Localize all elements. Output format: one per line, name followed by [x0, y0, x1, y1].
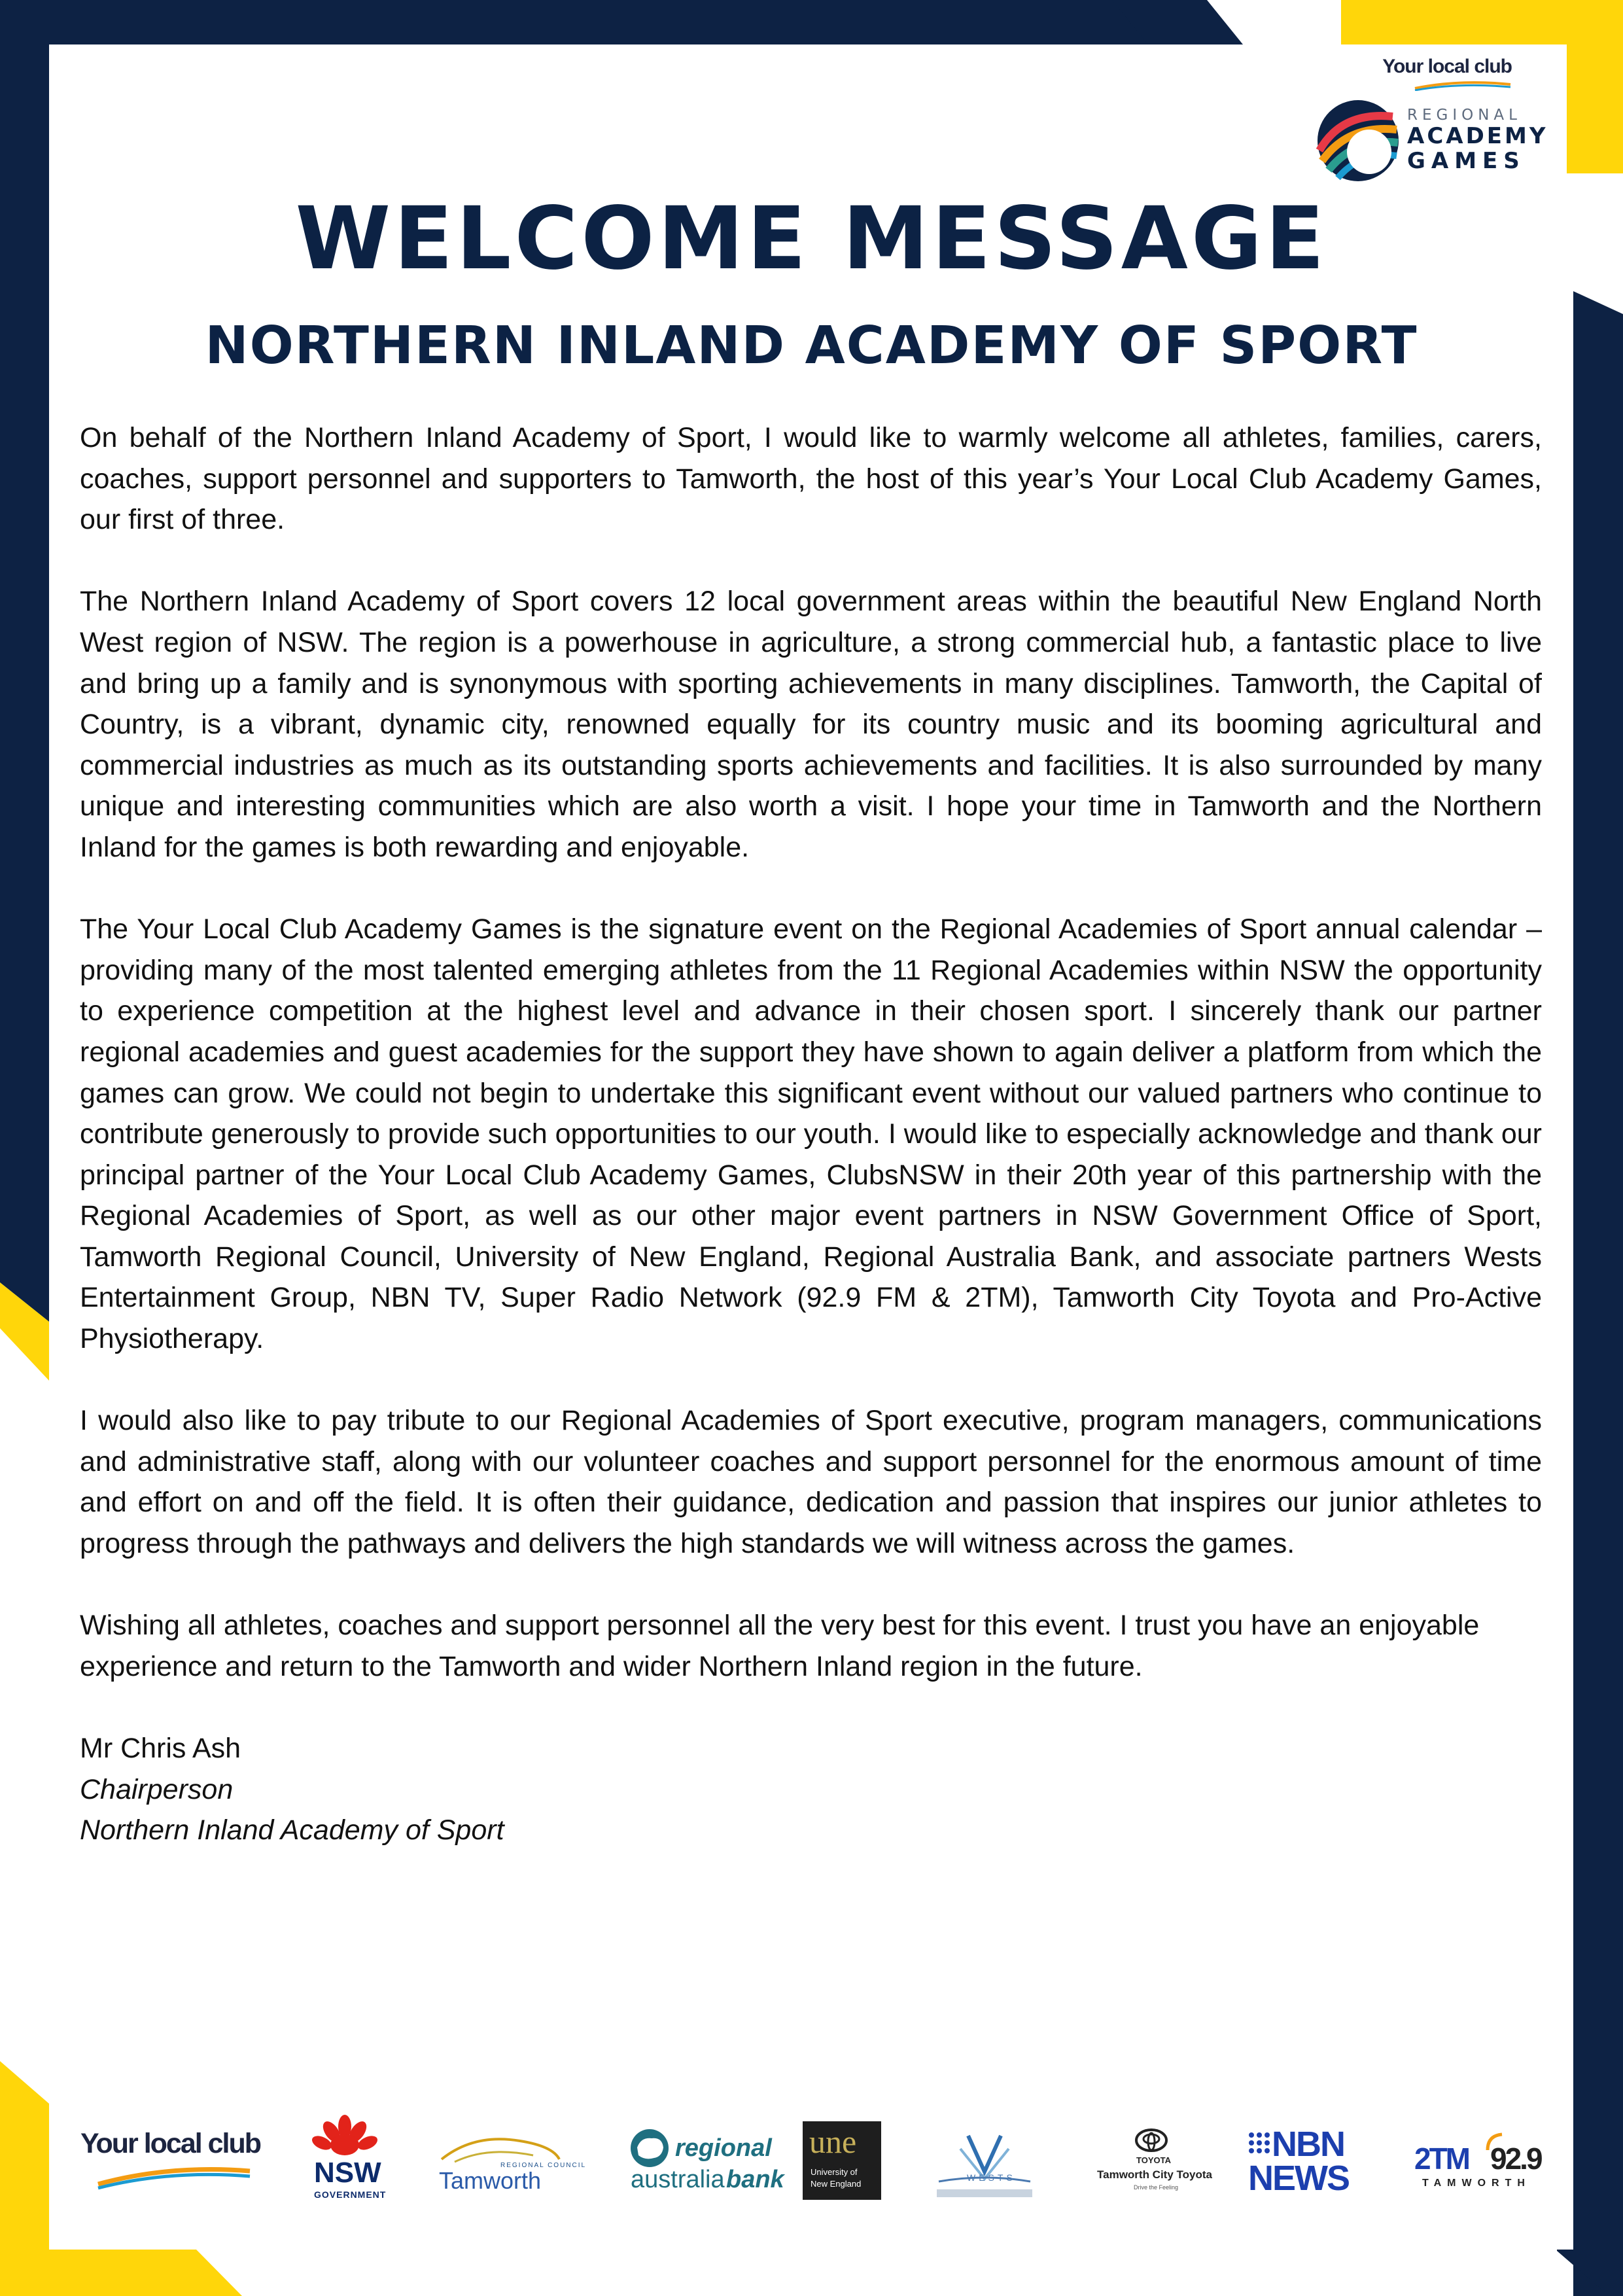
paragraph-tribute: I would also like to pay tribute to our Regional Academies of Sport executive, program managers, communications and administrative staff, along with our volunteer coaches and support personnel for the enormous amount of time and effort on and off the field. It is often their guidance, dedication and passion that inspires our junior athletes to progress through the pathways and delivers the high standards we will witness across the games. — [80, 1405, 1542, 1560]
sponsor-wests-logo — [929, 2113, 1043, 2205]
sponsor-nbn-text: NBN — [1272, 2125, 1344, 2164]
sponsor-toyota-logo — [1083, 2113, 1220, 2205]
sponsor-radio-place: TAMWORTH — [1422, 2178, 1531, 2189]
waratah-icon — [309, 2113, 381, 2159]
nbn-dots-icon — [1248, 2132, 1272, 2158]
regional-academy-games-logo — [1316, 56, 1551, 186]
sponsor-wests-text: WESTS — [967, 2172, 1016, 2183]
signature-role: Chairperson — [80, 1773, 234, 1805]
sponsor-your-local-club-logo — [79, 2113, 262, 2205]
letter-body — [80, 417, 1542, 1851]
sponsor-radio-logo — [1400, 2113, 1550, 2205]
paragraph-welcome: On behalf of the Northern Inland Academy of Sport, I would like to warmly welcome all athletes, families, carers, coaches, support personnel and supporters to Tamworth, the host of this year’s Your Local Club Academy Games, our first of three. — [80, 422, 1542, 536]
wordmark-games: GAMES — [1407, 148, 1526, 174]
signature-block — [80, 1728, 1542, 1851]
sponsor-rab-line3: bank — [726, 2166, 784, 2193]
sponsor-news-text: NEWS — [1248, 2159, 1349, 2198]
page-subtitle: NORTHERN INLAND ACADEMY OF SPORT — [205, 315, 1418, 376]
paragraph-region: The Northern Inland Academy of Sport covers 12 local government areas within the beautiful New England North West region of NSW. The region is a powerhouse in agriculture, a strong commercial hub, a fantastic place to live and bring up a family and is synonymous with sporting achievements in many disciplines. Tamworth, the Capital of Country, is a vibrant, dynamic city, renowned equally for its country music and its booming agricultural and commercial industries as much as its outstanding sports achievements and facilities. It is also surrounded by many unique and interesting communities which are also worth a visit. I hope your time in Tamworth and the Northern Inland for the games is both rewarding and enjoyable. — [80, 586, 1542, 863]
academy-games-emblem-icon — [1316, 98, 1401, 183]
sponsor-rab-line1: regional — [675, 2134, 772, 2162]
page-title: WELCOME MESSAGE — [295, 188, 1328, 289]
sponsor-tamworth-text: Tamworth — [439, 2167, 542, 2194]
sponsor-toyota-dealer: Tamworth City Toyota — [1097, 2168, 1212, 2181]
sponsor-regional-australia-bank-logo — [627, 2113, 784, 2205]
your-local-club-tagline: Your local club — [1382, 56, 1512, 77]
top-left-navy-band — [0, 0, 1184, 44]
right-navy-band — [1573, 291, 1623, 2296]
wordmark-academy: ACADEMY — [1407, 123, 1548, 149]
sponsor-rab-line2: australia — [631, 2166, 725, 2193]
signature-name: Mr Chris Ash — [80, 1733, 241, 1764]
sponsor-logo-strip — [79, 2113, 1550, 2205]
sponsor-your-local-club-text: Your local club — [80, 2128, 261, 2159]
sponsor-une-sub2: New England — [811, 2179, 862, 2189]
sponsor-your-local-club-swoosh — [79, 2164, 255, 2191]
sponsor-929-text: 92.9 — [1490, 2142, 1541, 2176]
australia-map-icon — [629, 2128, 670, 2168]
sponsor-2tm-text: 2TM — [1414, 2142, 1469, 2176]
sponsor-nsw-sub-text: GOVERNMENT — [314, 2189, 387, 2200]
signature-organisation: Northern Inland Academy of Sport — [80, 1814, 504, 1846]
sponsor-tamworth-council-logo — [435, 2113, 587, 2205]
sponsor-toyota-slogan: Drive the Feeling — [1134, 2184, 1179, 2191]
sponsor-nbn-news-logo — [1248, 2113, 1359, 2205]
academy-games-wordmark — [1407, 107, 1548, 173]
sponsor-une-logo — [803, 2113, 884, 2205]
sponsor-une-text: une — [809, 2123, 857, 2160]
swoosh-mark — [1414, 80, 1512, 91]
paragraph-partners: The Your Local Club Academy Games is the signature event on the Regional Academies of Sport annual calendar – providing many of the most talented emerging athletes from the 11 Regional Academies within NSW the opportunity to experience competition at the highest level and advance in their chosen sport. I sincerely thank our partner regional academies and guest academies for the support they have shown to again deliver a platform from which the games can grow. We could not begin to undertake this significant event without our valued partners who continue to contribute generously to provide such opportunities to our youth. I would like to especially acknowledge and thank our principal partner of the Your Local Club Academy Games, ClubsNSW in their 20th year of this partnership with the Regional Academies of Sport, as well as our other major event partners in NSW Government Office of Sport, Tamworth Regional Council, University of New England, Regional Australia Bank, and associate partners Wests Entertainment Group, NBN TV, Super Radio Network (92.9 FM & 2TM), Tamworth City Toyota and Pro-Active Physiotherapy. — [80, 913, 1542, 1355]
paragraph-closing: Wishing all athletes, coaches and support personnel all the very best for this event. I trust you have an enjoyable experience and return to the Tamworth and wider Northern Inland region in the future. — [80, 1610, 1480, 1682]
toyota-emblem-icon — [1135, 2128, 1168, 2153]
wordmark-regional: REGIONAL — [1407, 107, 1522, 124]
sponsor-nsw-government-logo — [309, 2113, 387, 2205]
sponsor-une-sub1: University of — [811, 2167, 858, 2177]
sponsor-tamworth-sub-text: REGIONAL COUNCIL — [500, 2162, 587, 2169]
wests-emblem-icon — [929, 2123, 1040, 2201]
sponsor-toyota-text: TOYOTA — [1136, 2155, 1171, 2165]
sponsor-nsw-text: NSW — [314, 2157, 381, 2189]
